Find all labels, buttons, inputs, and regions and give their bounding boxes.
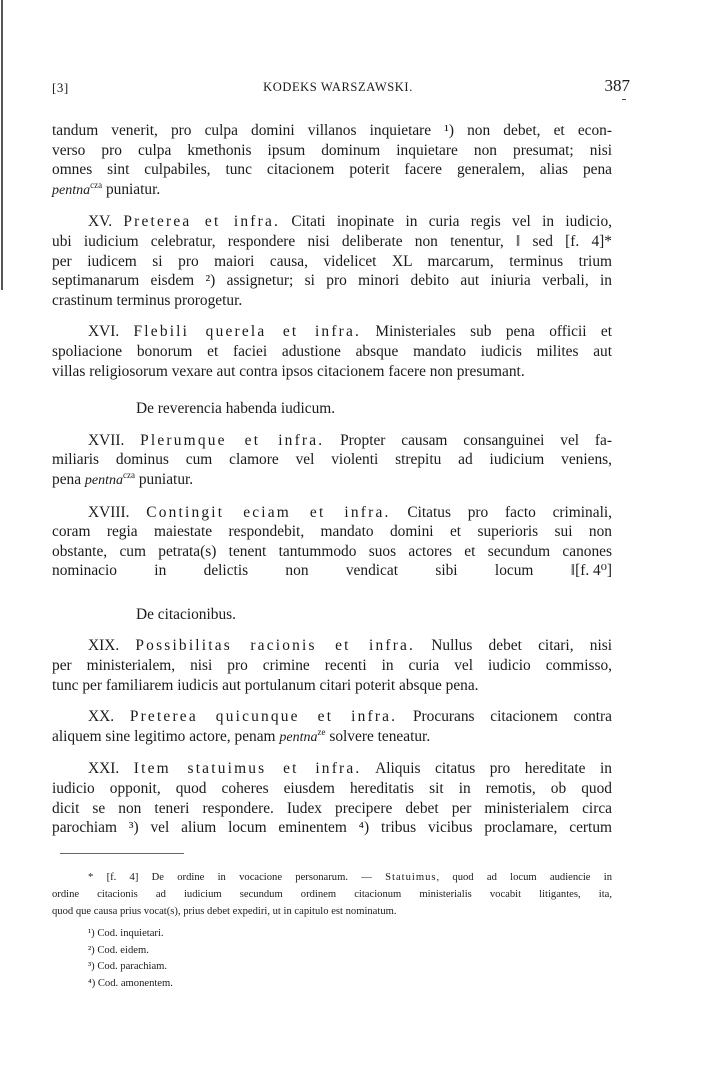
text-line: per ministerialem, nisi pro crimine recenti in curia vel iudicio commisso, [52,657,612,675]
text-fragment: puniatur. [135,470,194,488]
text-line [52,322,612,342]
text-line: ubi iudicium celebratur, respondere nisi deliberate non tenentur, ‖ sed [f. 4]* [52,232,612,250]
superscript: ze [317,726,326,737]
superscript: cza [90,179,103,190]
text-fragment: Procurans citacionem contra [397,708,613,726]
article-number: XX. [88,708,115,726]
text-fragment: * [f. 4] De ordine in vocacione personarum. — [88,872,386,883]
text-fragment: Ministeriales sub pena officii et [361,323,612,341]
article-xvi [52,322,612,381]
text-line [52,869,612,886]
article-incipit: Item statuimus et infra. [133,760,362,778]
text-fragment: , quod ad locum audiencie in [436,872,612,883]
article-incipit: Preterea quicunque et infra. [129,708,398,726]
critical-notes [88,926,173,992]
text-fragment: Nullus debet citari, nisi [415,637,612,655]
text-line: parochiam ³) vel alium locum eminentem ⁴) tribus vicibus proclamare, certum [52,819,612,837]
header-section-number: [3] [52,80,69,95]
article-xviii [52,503,612,581]
header-title: KODEKS WARSZAWSKI. [263,80,413,94]
text-line [52,180,612,201]
running-header [52,76,630,100]
footnote-paragraph [52,869,612,920]
article-number: XIX. [88,637,120,655]
text-line: omnes sint culpabiles, tunc citacionem poterit facere generalem, alias pena [52,161,612,179]
text-fragment: Citati inopinate in curia regis vel in iudicio, [280,213,612,231]
italic-word: pentna [52,182,91,198]
italic-word: pentna [84,472,124,488]
note-1: ¹) Cod. inquietari. [88,928,164,939]
section-heading-citacionibus: De citacionibus. [136,605,237,623]
section-heading-reverencia: De reverencia habenda iudicum. [136,400,336,418]
text-line [52,503,612,523]
note-4: ⁴) Cod. amonentem. [88,977,173,989]
article-incipit: Plerumque et infra. [140,431,325,449]
text-line: per iudicem si pro maiori causa, videlicet XL marcarum, terminus trium [52,252,612,270]
text-line [52,470,612,491]
text-line [52,561,612,581]
main-text [52,121,612,850]
article-number: XXI. [88,760,120,778]
article-xix [52,636,612,695]
text-fragment: Propter causam consanguinei vel fa- [324,431,612,449]
footnote-star [52,869,612,920]
article-number: XVIII. [88,503,130,521]
text-fragment: puniatur. [102,180,161,198]
text-line: tandum venerit, pro culpa domini villanos inquietare ¹) non debet, et econ- [52,122,612,139]
article-incipit: Preterea et infra. [123,213,281,231]
text-fragment: aliquem sine legitimo actore, penam [52,727,280,745]
article-xx [52,707,612,747]
text-fragment: Citatus pro facto criminali, [390,503,612,521]
folio-marker: [f. 4⁰] [575,562,612,580]
text-line: miliaris dominus cum clamore vel violenti strepitu ad iudicium veniens, [52,451,612,469]
article-number: XVII. [88,431,125,449]
italic-word: pentna [279,729,318,745]
article-incipit: Possibilitas racionis et infra. [135,637,416,655]
text-line: ordine citacionis ad iudicium secundum ordinem citacionum ministerialis vocabit litigantes, ita, [52,889,612,900]
text-line: spoliacione bonorum et faciei adustione absque mandato iudicis milites aut [52,342,612,360]
text-line: quod que causa prius vocat(s), prius debet expediri, ut in capitulo est nominatum. [52,906,397,917]
margin-mark [622,99,626,100]
footnote-incipit: Statuimus [385,872,437,883]
text-line: crastinum terminus prorogetur. [52,291,243,309]
text-line [52,759,612,779]
text-fragment: Aliquis citatus pro hereditate in [361,760,612,778]
text-line: tunc per familiarem iudicis aut portulanum citari poterit absque pena. [52,676,479,694]
text-fragment: nominacio in delictis non vendicat sibi locum ‖ [52,562,576,580]
text-line: septimanarum eisdem ²) assignetur; si pro minori debito aut iniuria verbali, in [52,272,612,290]
text-line: verso pro culpa kmethonis ipsum dominum inquietare non presumat; nisi [52,141,612,159]
text-fragment: solvere teneatur. [325,727,431,745]
text-line: villas religiosorum vexare aut contra ipsos citacionem facere non presumant. [52,362,525,380]
article-xxi [52,759,612,837]
article-number: XV. [88,213,113,231]
page-edge-line [1,0,3,290]
article-xvii [52,431,612,491]
text-line: dicit se non teneri respondere. Iudex precipere debet per ministerialem circa [52,799,612,817]
note-3: ³) Cod. parachiam. [88,961,168,972]
paragraph-continuation [52,121,612,200]
text-line: iudicio opponit, quod coheres eiusdem hereditatis sit in remotis, ob quod [52,780,612,798]
note-2: ²) Cod. eidem. [88,944,149,956]
superscript: cza [123,469,135,480]
text-line: coram regia maiestate respondebit, mandato domini et superioris sui non [52,523,612,541]
text-line [52,212,612,232]
article-number: XVI. [88,323,120,341]
article-incipit: Flebili querela et infra. [133,323,362,341]
text-line [52,727,612,748]
text-fragment: pena [52,470,85,488]
footnote-rule [60,853,184,854]
text-line: obstante, cum petrata(s) tenent tantummodo suos actores et secundum canones [52,542,612,560]
page-number: 387 [604,76,630,95]
text-line [52,707,612,727]
text-line [52,636,612,656]
article-xv [52,212,612,310]
text-line [52,431,612,451]
article-incipit: Contingit eciam et infra. [146,503,391,521]
